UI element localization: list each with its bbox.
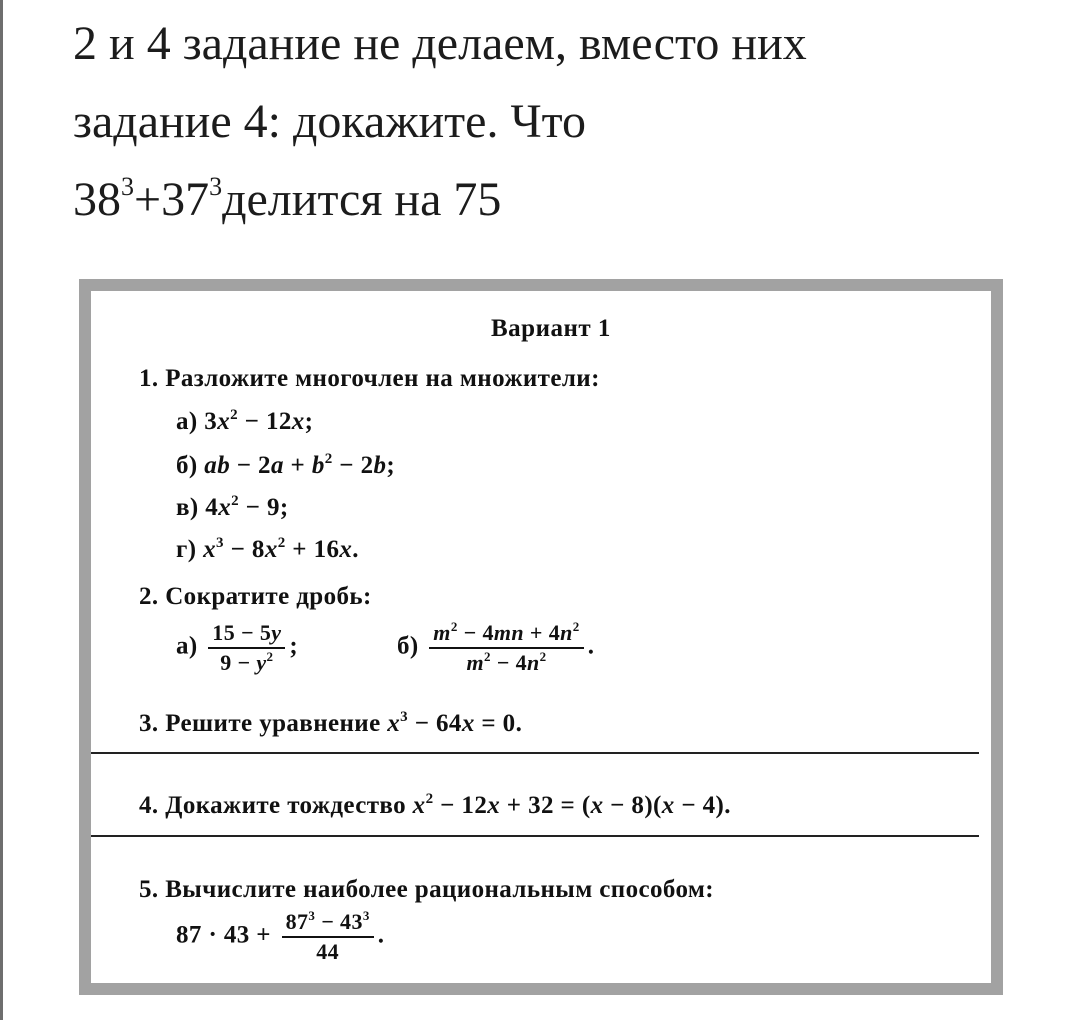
task-1b: б) ab − $2a + b^2 - 2b$; [176,451,396,479]
task-2a: а) $\frac{15 - 5y}{9 - y^2}$ ; [176,620,299,675]
fraction-2b: $\frac{m^2 - 4mn + 4n^2}{m^2 - 4n^2}$ [429,620,583,676]
divider-line-2 [91,835,979,837]
task-5-expression: 87 · 43 + $\frac{87^3 - 43^3}{44}$ . [176,908,385,964]
fraction-2a: $\frac{15 - 5y}{9 - y^2}$ [208,620,285,676]
handwritten-note [73,5,1063,239]
task-5-heading: 5. Вычислите наиболее рациональным способом: [139,876,715,903]
note-line-2: задание 4: докажите. Что [73,95,586,148]
note-line-3: $38^3+37^3делится$ на 75 [73,172,502,226]
task-1d: г) $x^3 - 8x^2 + 16x$. [176,535,359,563]
screen-left-edge [0,0,3,1020]
task-2b: б) $\frac{m^2 - 4mn + 4n^2}{m^2 - 4n^2}$ . [397,619,595,675]
note-line-1: 2 и 4 задание не делаем, вместо них [73,17,807,70]
task-1c: в) $4x^2 - 9$; [176,493,289,521]
task-4: 4. Докажите тождество $x^2 - 12x + 32 = (x - 8)(x - 4)$. [139,791,731,819]
task-3: 3. Решите уравнение $x^3 - 64x = 0$. [139,709,523,737]
task-2-heading: 2. Сократите дробь: [139,583,372,610]
divider-line-1 [91,752,979,754]
worksheet-image [79,279,1003,995]
task-1a: а) $3x^2 - 12x$; [176,407,314,435]
task-1-heading: 1. Разложите многочлен на множители: [139,365,600,392]
variant-title: Вариант 1 [491,315,611,342]
fraction-5: $\frac{87^3 - 43^3}{44}$ [282,909,374,965]
